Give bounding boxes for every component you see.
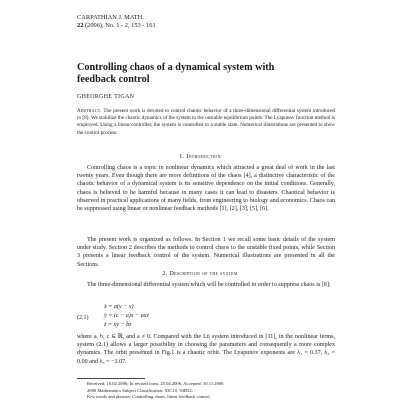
journal-volume: 22	[77, 22, 84, 29]
journal-header	[77, 14, 156, 30]
footnote-keywords: Key words and phrases: Controlling chaos, linear feedback control.	[87, 394, 211, 400]
equation-line-3: ż = xy − bz	[104, 322, 132, 328]
author-name: GHEORGHE TIGAN	[77, 94, 135, 100]
equation-line-1: ẋ = a(y − x)	[104, 304, 134, 310]
intro-paragraph-2-text: The present work is organized as follows. In Section 1 we recall some basic details of the system under study. Section 2 describes the methods to control chaos to the unstable fixed points, while Section 3 presents a linear feedback control of the system. Numerical illustrations are presented in all the Sections.	[77, 237, 335, 268]
section-2-heading: 2. Description of the system	[162, 270, 238, 277]
abstract	[77, 108, 335, 137]
footnote-msc: 2000 Mathematics Subject Classification: 93C10, 93B52.	[87, 387, 193, 393]
journal-issue: (2006), No. 1 - 2, 153 - 161	[85, 22, 156, 29]
title-line-1: Controlling chaos of a dynamical system with	[77, 62, 275, 73]
intro-paragraph-2	[77, 236, 335, 269]
system-intro-paragraph	[77, 281, 335, 289]
title-line-2: feedback control	[77, 74, 150, 85]
intro-paragraph-1	[77, 164, 335, 213]
system-intro-text: The three-dimensional differential system which will be controlled in order to suppress chaos is [8]:	[87, 282, 331, 288]
paper-title	[77, 62, 327, 86]
footnote-rule	[77, 378, 145, 379]
system-description-paragraph: where a, b, c ∈ ℝ, and a ≠ 0. Compared with the Lü system introduced in [11], in the nonlinear terms, system (2.1) allows a larger possibility in choosing the parameters and consequently a more complex dynamics. The orbit presented in Fig.1 is a chaotic orbit. The Lyapunov exponents are λ₁ = 0.37, λ₂ = 0.00 and λ₃ = −3.07.	[77, 334, 335, 365]
equation-label: (2.1)	[77, 315, 89, 321]
footnotes	[87, 381, 223, 401]
equation-line-2: ẏ = (c − a)x − axz	[104, 313, 149, 319]
intro-paragraph-1-text: Controlling chaos is a topic in nonlinear dynamics which attracted a great deal of work in the last twenty years. Even though there are more definitions of the chaos [4], a distinctive characteristic of the chaotic behavior of a dynamical system is its sensitive dependence on the initial conditions. Generally, chaos is believed to be harmful because in many cases it can lead to disasters. Chaotical behavior is observed in practical applications of many fields, from engineering to biology and economics. Chaos can be suppressed using linear or nonlinear feedback methods [1], [2], [3], [5], [6].	[77, 165, 335, 213]
journal-name: CARPATHIAN J. MATH.	[77, 14, 144, 21]
section-1-heading: 1. Introduction	[179, 153, 221, 160]
journal-details	[77, 22, 156, 30]
abstract-text: The present work is devoted to control chaotic behavior of a three-dimensional differential system introduced in [8]. We stabilize the chaotic dynamics of the system to the unstable equilibrium points. The Lyapunov function method is employed. Using a linear controller, the system is controlled to a stable state. Numerical illustrations are presented to show the control process.	[77, 108, 336, 136]
abstract-label: Abstract.	[77, 108, 102, 114]
footnote-received: Received: 10.02.2006; In revised form: 25.04.2006; Accepted: 10.11.2006	[87, 381, 224, 386]
